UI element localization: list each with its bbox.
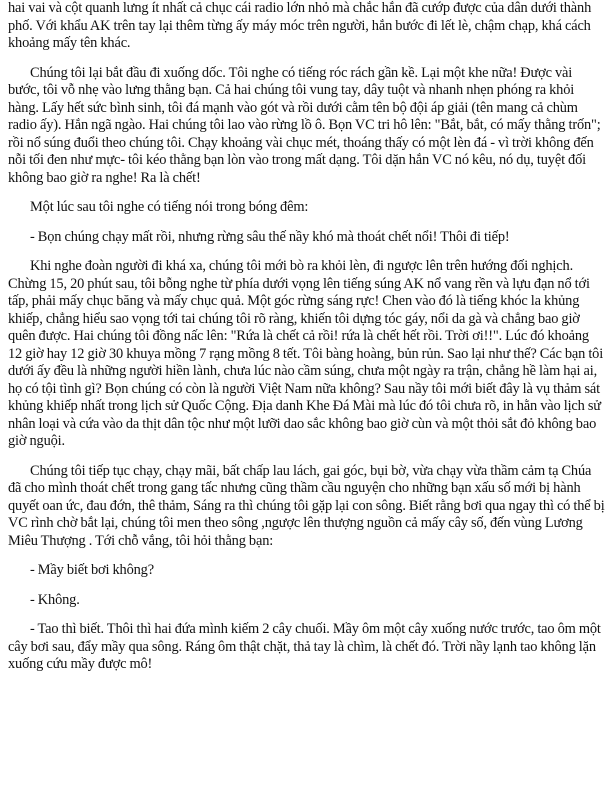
paragraph-5: Khi nghe đoàn người đi khá xa, chúng tôi mới bò ra khỏi lèn, đi ngược lên trên hướng đối nghịch. Chừng 15, 20 phút sau, tôi bỗng nghe từ phía dưới vọng lên tiếng súng AK nổ vang rền và lựu đạn nổ tới tấp, phải mấy chục băng và mấy chục quả. Một góc rừng sáng rực! Chen vào đó là tiếng khóc la khủng khiếp, chẳng hiểu sao vọng tới tai chúng tôi rõ ràng, khiến tôi dựng tóc gáy, nổi da gà và chẳng bao giờ quên được. Hai chúng tôi đồng nấc lên: "Rứa là chết cả rồi! rứa là chết hết rồi. Trời ơi!!". Lúc đó khoảng 12 giờ hay 12 giờ 30 khuya mồng 7 rạng mồng 8 tết. Tôi bàng hoàng, bủn rủn. Sao lại như thế? Các bạn tôi dưới ấy đều là những người hiền lành, chưa lúc nào cầm súng, chưa một ngày ra trận, chẳng hề làm hại ai, họ có tội tình gì? Bọn chúng có còn là người Việt Nam nữa không? Sau nầy tôi mới biết đây là vụ thảm sát khủng khiếp nhất trong lịch sử Quốc Cộng. Địa danh Khe Đá Mài mà lúc đó tôi chưa rõ, in hằn vào lịch sử nhân loại và cứa vào da thịt dân tộc như một lưỡi dao sắc không bao giờ cùn và một thỏi sắt đỏ không bao giờ nguội. — [8, 258, 604, 449]
paragraph-2: Chúng tôi lại bắt đầu đi xuống dốc. Tôi nghe có tiếng róc rách gần kề. Lại một khe nữa! Được vài bước, tôi vỗ nhẹ vào lưng thằng bạn. Cả hai chúng tôi vung tay, dây tuột và nhanh nhẹn phóng ra khỏi hàng. Lấy hết sức bình sinh, tôi đá mạnh vào gót và rồi dưới cằm tên bộ đội áp giải (tên mang cả chùm radio ấy). Hắn ngã ngào. Hai chúng tôi lao vào rừng lồ ô. Bọn VC tri hô lên: "Bắt, bắt, có mấy thằng trốn"; rồi nổ súng đuổi theo chúng tôi. Chạy khoảng vài chục mét, thoáng thấy có một lèn đá - vì trời không đến nỗi tối đen như mực- tôi kéo thằng bạn lòn vào trong mất dạng. Tôi dặn hắn VC nó kêu, nó dụ, tuyệt đối không bao giờ ra nghe! Ra là chết! — [8, 64, 601, 186]
paragraph-8: - Không. — [30, 591, 80, 608]
paragraph-3: Một lúc sau tôi nghe có tiếng nói trong bóng đêm: — [30, 199, 309, 215]
paragraph-7: - Mầy biết bơi không? — [30, 562, 154, 578]
paragraph-9: - Tao thì biết. Thôi thì hai đứa mình kiếm 2 cây chuối. Mầy ôm một cây xuống nước trước, tao ôm một cây bơi sau, đẩy mầy qua sông. Ráng ôm thật chặt, thả tay là chìm, là chết đó. Trời nầy lạnh tao không lặn xuống cứu mầy được mô! — [8, 621, 601, 672]
paragraph-4: - Bọn chúng chạy mất rồi, nhưng rừng sâu thế nầy khó mà thoát chết nổi! Thôi đi tiếp! — [30, 228, 510, 245]
paragraph-6: Chúng tôi tiếp tục chạy, chạy mãi, bất chấp lau lách, gai góc, bụi bờ, vừa chạy vừa thầm cảm tạ Chúa đã cho mình thoát chết trong gang tấc nhưng cũng thầm cầu nguyện cho những bạn xấu số mới bị hành quyết oan ức, đau đớn, thê thảm, Sáng ra thì chúng tôi gặp lại con sông. Biết rằng bơi qua ngay thì có thể bị VC rình chờ bắt lại, chúng tôi men theo sông ,ngược lên thượng nguồn cả mấy cây số, đến vùng Lương Miêu Thượng . Tới chỗ vắng, tôi hỏi thằng bạn: — [8, 462, 605, 549]
paragraph-1: hai vai và cột quanh lưng ít nhất cả chục cái radio lớn nhỏ mà chắc hắn đã cướp được của dân dưới thành phố. Với khẩu AK trên tay lại thêm từng ấy máy móc trên người, hắn bước đi lết lè, chậm chạp, khá cách khoảng mấy tên khác. — [8, 0, 592, 51]
